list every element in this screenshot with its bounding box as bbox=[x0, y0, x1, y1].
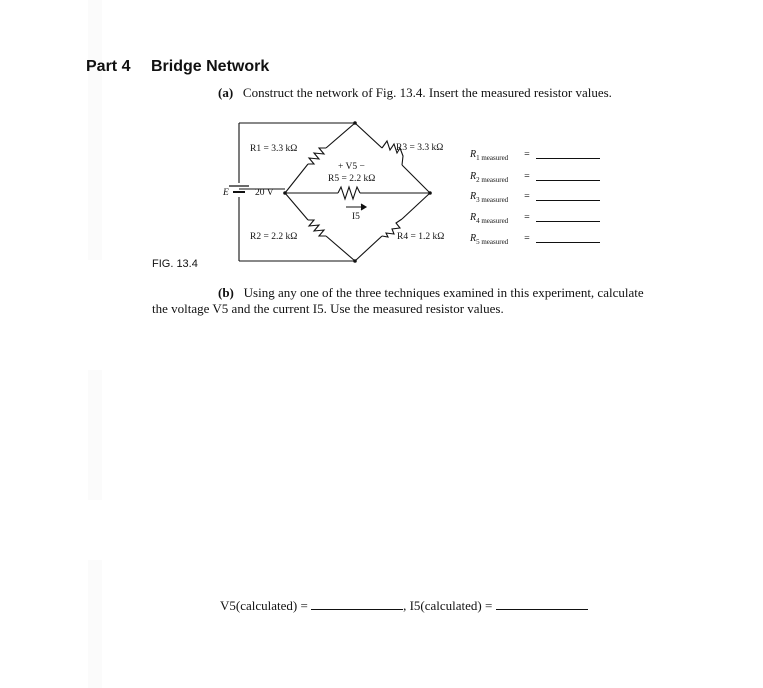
measured-label: $R_{5 measured}$ bbox=[470, 233, 509, 246]
r3-label: R3 = 3.3 kΩ bbox=[396, 143, 444, 153]
calculated-results bbox=[220, 598, 588, 614]
answer-blank[interactable] bbox=[536, 220, 600, 222]
answer-blank[interactable] bbox=[536, 241, 600, 243]
equals-sign: = bbox=[524, 171, 530, 182]
scan-shadow-left-lower bbox=[88, 370, 102, 500]
instruction-b-tag: (b) bbox=[218, 285, 234, 300]
i5-calculated-label: I5(calculated) = bbox=[409, 598, 493, 613]
calc-separator: , bbox=[403, 598, 407, 613]
measured-row-r1 bbox=[470, 149, 600, 162]
v5-answer-blank[interactable] bbox=[311, 608, 403, 610]
measured-label: $R_{2 measured}$ bbox=[470, 171, 509, 184]
measured-label: $R_{1 measured}$ bbox=[470, 149, 509, 162]
instruction-a bbox=[218, 85, 612, 101]
equals-sign: = bbox=[524, 191, 530, 202]
instruction-b-line1: Using any one of the three techniques examined in this experiment, calculate bbox=[243, 285, 644, 300]
measured-row-r5 bbox=[470, 233, 600, 246]
page-title: Bridge Network bbox=[151, 58, 270, 75]
part-label: Part 4 bbox=[86, 58, 131, 75]
instruction-b-line2: the voltage V5 and the current I5. Use the measured resistor values. bbox=[152, 301, 504, 316]
measured-row-r2 bbox=[470, 171, 600, 184]
measured-label: $R_{4 measured}$ bbox=[470, 212, 509, 225]
scan-shadow-bottom bbox=[88, 560, 102, 688]
v5-calculated-label: V5(calculated) = bbox=[220, 598, 308, 613]
answer-blank[interactable] bbox=[536, 179, 600, 181]
figure-caption: FIG. 13.4 bbox=[152, 258, 198, 270]
r2-label: R2 = 2.2 kΩ bbox=[250, 232, 298, 242]
source-label: E bbox=[223, 188, 229, 198]
measured-row-r3 bbox=[470, 191, 600, 204]
answer-blank[interactable] bbox=[536, 157, 600, 159]
r1-label: R1 = 3.3 kΩ bbox=[250, 144, 298, 154]
r4-label: R4 = 1.2 kΩ bbox=[397, 232, 445, 242]
answer-blank[interactable] bbox=[536, 199, 600, 201]
instruction-a-text: Construct the network of Fig. 13.4. Insert the measured resistor values. bbox=[242, 85, 612, 100]
measured-row-r4 bbox=[470, 212, 600, 225]
equals-sign: = bbox=[524, 149, 530, 160]
v5-label: + V5 − bbox=[338, 162, 365, 172]
equals-sign: = bbox=[524, 233, 530, 244]
r5-label: R5 = 2.2 kΩ bbox=[328, 174, 376, 184]
instruction-b bbox=[218, 285, 644, 301]
instruction-a-tag: (a) bbox=[218, 85, 234, 100]
bridge-circuit-diagram bbox=[210, 115, 470, 270]
measured-label: $R_{3 measured}$ bbox=[470, 191, 509, 204]
equals-sign: = bbox=[524, 212, 530, 223]
source-value: 20 V bbox=[255, 188, 274, 198]
i5-label: I5 bbox=[352, 212, 360, 222]
i5-answer-blank[interactable] bbox=[496, 608, 588, 610]
scan-shadow-left bbox=[88, 0, 102, 260]
